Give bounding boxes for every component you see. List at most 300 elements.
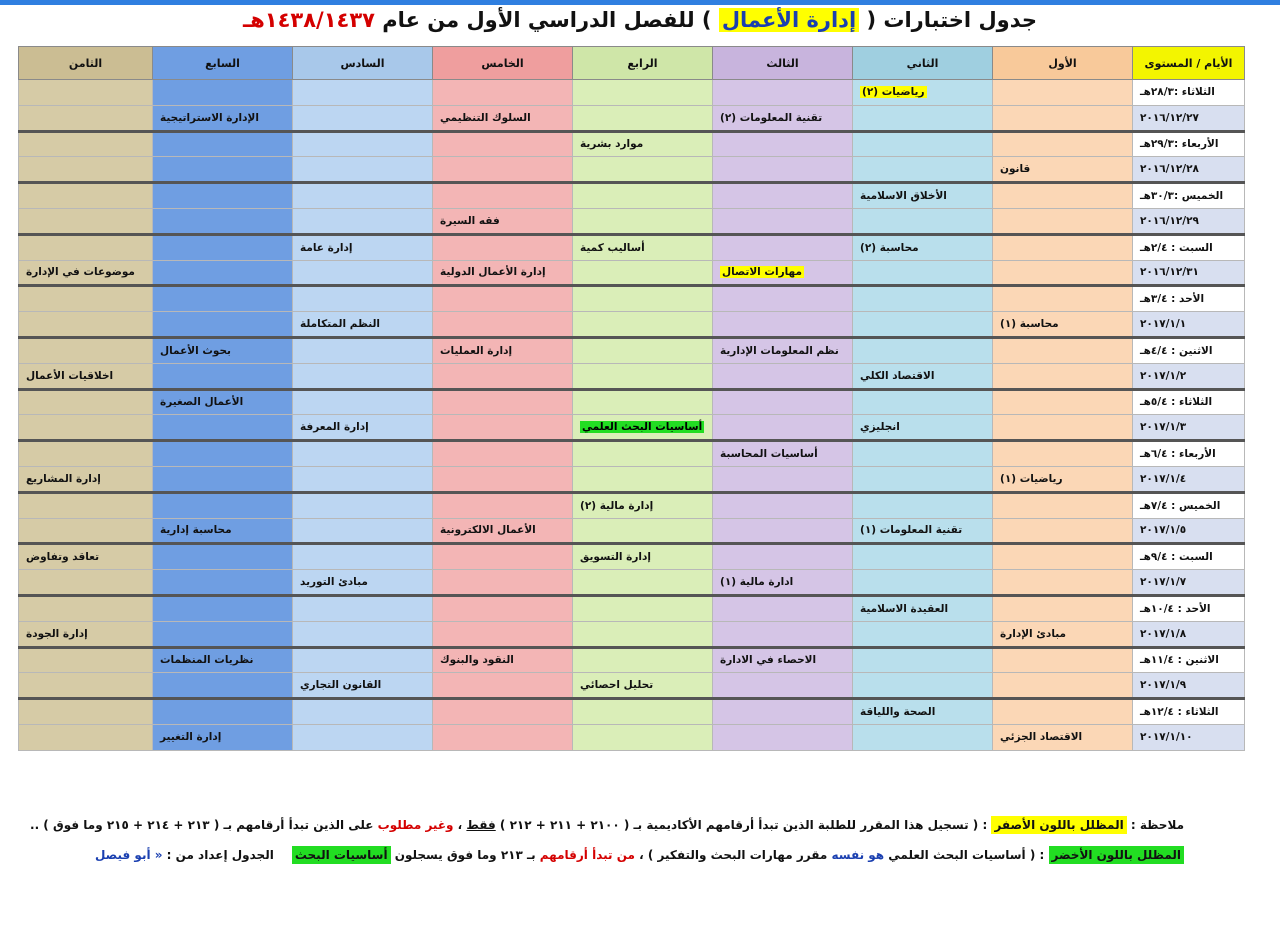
- header-cell: الثاني: [853, 47, 993, 80]
- course-cell: [293, 570, 433, 596]
- course-cell: [153, 234, 293, 260]
- course-cell: [153, 544, 293, 570]
- course-cell: [153, 363, 293, 389]
- course-cell: [293, 260, 433, 286]
- course-cell: [153, 595, 293, 621]
- course-cell: [853, 595, 993, 621]
- course-name: النقود والبنوك: [440, 654, 514, 667]
- course-cell: [853, 157, 993, 183]
- table-row: [19, 389, 1245, 415]
- course-name: إدارة المشاريع: [26, 472, 101, 485]
- course-cell: [153, 260, 293, 286]
- course-cell: [293, 441, 433, 467]
- course-name: الإدارة الاستراتيجية: [160, 111, 259, 124]
- course-cell: [853, 312, 993, 338]
- course-name: مبادئ التوريد: [300, 576, 368, 589]
- course-cell: [19, 595, 153, 621]
- course-cell: [19, 724, 153, 750]
- course-cell: [433, 673, 573, 699]
- course-cell: [433, 312, 573, 338]
- course-cell: [713, 363, 853, 389]
- table-row: [19, 544, 1245, 570]
- course-cell: [19, 389, 153, 415]
- course-cell: [713, 105, 853, 131]
- course-name: الصحة واللياقة: [860, 706, 936, 719]
- course-cell: [19, 441, 153, 467]
- table-row: [19, 363, 1245, 389]
- course-cell: [293, 157, 433, 183]
- course-cell: [853, 234, 993, 260]
- date-cell: الاثنين : ٤/٤هـ: [1133, 337, 1245, 363]
- course-cell: [153, 724, 293, 750]
- course-cell: [293, 673, 433, 699]
- course-cell: [993, 441, 1133, 467]
- course-cell: [853, 699, 993, 725]
- date-cell: الأربعاء : ٦/٤هـ: [1133, 441, 1245, 467]
- course-cell: [993, 105, 1133, 131]
- course-cell: [713, 466, 853, 492]
- course-cell: [19, 286, 153, 312]
- date-cell: الأحد : ١٠/٤هـ: [1133, 595, 1245, 621]
- title-dept: إدارة الأعمال: [719, 8, 859, 32]
- course-cell: [713, 673, 853, 699]
- course-cell: [433, 570, 573, 596]
- course-cell: [713, 183, 853, 209]
- author: « أبو فيصل: [94, 848, 163, 862]
- date-cell: الأربعاء :٢٩/٣هـ: [1133, 131, 1245, 157]
- course-cell: [853, 544, 993, 570]
- course-cell: [293, 415, 433, 441]
- header-cell: السابع: [153, 47, 293, 80]
- course-cell: [293, 363, 433, 389]
- course-name: فقه السيرة: [440, 214, 500, 227]
- course-cell: [153, 492, 293, 518]
- course-name: إدارة العمليات: [440, 344, 513, 357]
- course-name: السلوك التنظيمي: [440, 111, 531, 124]
- course-cell: [153, 389, 293, 415]
- course-cell: [293, 621, 433, 647]
- table-row: [19, 312, 1245, 338]
- course-cell: [853, 518, 993, 544]
- course-cell: [153, 441, 293, 467]
- course-cell: [993, 570, 1133, 596]
- note-green: [95, 848, 1184, 862]
- course-cell: [853, 286, 993, 312]
- course-cell: [993, 647, 1133, 673]
- course-cell: [293, 544, 433, 570]
- course-cell: [153, 80, 293, 106]
- course-name: القانون التجاري: [300, 679, 382, 692]
- course-name: إدارة المعرفة: [300, 421, 369, 434]
- date-cell: السبت : ٩/٤هـ: [1133, 544, 1245, 570]
- course-cell: [713, 312, 853, 338]
- table-row: [19, 234, 1245, 260]
- course-cell: [293, 518, 433, 544]
- course-cell: [713, 595, 853, 621]
- course-cell: [153, 183, 293, 209]
- course-cell: [573, 105, 713, 131]
- note-only: فقط: [466, 818, 496, 832]
- course-cell: [19, 234, 153, 260]
- course-cell: [993, 466, 1133, 492]
- course-cell: [713, 157, 853, 183]
- course-name: رياضيات (٢): [862, 86, 925, 99]
- course-name: نظم المعلومات الإدارية: [720, 344, 839, 357]
- course-cell: [573, 389, 713, 415]
- date-cell: ٢٠١٦/١٢/٢٩: [1133, 208, 1245, 234]
- date-cell: السبت : ٢/٤هـ: [1133, 234, 1245, 260]
- table-row: [19, 492, 1245, 518]
- course-cell: [853, 724, 993, 750]
- course-cell: [19, 621, 153, 647]
- course-cell: [993, 337, 1133, 363]
- table-row: [19, 80, 1245, 106]
- course-cell: [153, 208, 293, 234]
- course-cell: [19, 208, 153, 234]
- course-cell: [293, 80, 433, 106]
- course-cell: [573, 415, 713, 441]
- table-row: [19, 699, 1245, 725]
- note-from: من تبدأ أرقامهم: [539, 848, 635, 862]
- course-cell: [19, 105, 153, 131]
- course-cell: [713, 724, 853, 750]
- course-cell: [853, 621, 993, 647]
- course-cell: [19, 80, 153, 106]
- course-cell: [713, 337, 853, 363]
- course-cell: [573, 363, 713, 389]
- course-cell: [433, 363, 573, 389]
- course-cell: [293, 183, 433, 209]
- header-cell: الثامن: [19, 47, 153, 80]
- course-name: محاسبة (٢): [860, 241, 919, 254]
- course-cell: [433, 337, 573, 363]
- course-cell: [153, 286, 293, 312]
- date-cell: ٢٠١٧/١/١٠: [1133, 724, 1245, 750]
- date-cell: الاثنين : ١١/٤هـ: [1133, 647, 1245, 673]
- course-name: تقنية المعلومات (١): [860, 524, 963, 537]
- course-cell: [573, 234, 713, 260]
- course-cell: [713, 441, 853, 467]
- course-cell: [153, 157, 293, 183]
- course-cell: [853, 647, 993, 673]
- course-cell: [573, 595, 713, 621]
- course-name: مهارات الاتصال: [722, 266, 802, 279]
- course-cell: [19, 570, 153, 596]
- course-cell: [293, 131, 433, 157]
- course-cell: [713, 544, 853, 570]
- course-cell: [713, 260, 853, 286]
- course-cell: [713, 80, 853, 106]
- table-row: [19, 724, 1245, 750]
- course-cell: [573, 544, 713, 570]
- table-row: [19, 208, 1245, 234]
- course-cell: [433, 157, 573, 183]
- course-name: إدارة الجودة: [26, 627, 88, 640]
- course-name: اخلاقيات الأعمال: [26, 369, 114, 382]
- title-middle: ) للفصل الدراسي الأول من عام: [374, 8, 719, 32]
- course-cell: [573, 621, 713, 647]
- course-cell: [19, 260, 153, 286]
- course-cell: [433, 234, 573, 260]
- course-cell: [19, 699, 153, 725]
- course-cell: [853, 260, 993, 286]
- course-cell: [713, 492, 853, 518]
- course-name: إدارة مالية (٢): [580, 499, 654, 512]
- course-name: الاقتصاد الكلي: [860, 369, 935, 382]
- course-cell: [19, 466, 153, 492]
- course-cell: [293, 234, 433, 260]
- date-cell: ٢٠١٧/١/٢: [1133, 363, 1245, 389]
- course-cell: [713, 234, 853, 260]
- course-cell: [573, 699, 713, 725]
- course-cell: [853, 183, 993, 209]
- table-row: [19, 466, 1245, 492]
- date-cell: ٢٠١٧/١/٧: [1133, 570, 1245, 596]
- course-cell: [433, 595, 573, 621]
- course-cell: [993, 312, 1133, 338]
- course-cell: [993, 389, 1133, 415]
- course-cell: [433, 260, 573, 286]
- table-row: [19, 570, 1245, 596]
- course-cell: [433, 208, 573, 234]
- course-cell: [573, 518, 713, 544]
- course-cell: [153, 621, 293, 647]
- title-prefix: جدول اختبارات (: [859, 8, 1037, 32]
- date-cell: ٢٠١٧/١/١: [1133, 312, 1245, 338]
- course-cell: [713, 208, 853, 234]
- course-cell: [713, 131, 853, 157]
- course-cell: [993, 544, 1133, 570]
- course-cell: [293, 208, 433, 234]
- course-cell: [993, 234, 1133, 260]
- course-cell: [573, 260, 713, 286]
- course-name: محاسبة (١): [1000, 318, 1059, 331]
- course-cell: [293, 337, 433, 363]
- date-cell: الثلاثاء : ١٢/٤هـ: [1133, 699, 1245, 725]
- header-cell: السادس: [293, 47, 433, 80]
- course-cell: [993, 518, 1133, 544]
- course-cell: [713, 699, 853, 725]
- course-cell: [153, 699, 293, 725]
- course-name: إدارة التسويق: [580, 551, 651, 564]
- date-cell: ٢٠١٦/١٢/٢٧: [1133, 105, 1245, 131]
- course-name: نظريات المنظمات: [160, 654, 254, 667]
- course-name: إدارة التغيير: [160, 731, 222, 744]
- course-cell: [853, 570, 993, 596]
- course-cell: [433, 80, 573, 106]
- course-cell: [993, 699, 1133, 725]
- course-name: العقيدة الاسلامية: [860, 602, 949, 615]
- course-name: الأعمال الصغيرة: [160, 396, 244, 409]
- course-cell: [573, 312, 713, 338]
- course-cell: [853, 80, 993, 106]
- course-cell: [853, 363, 993, 389]
- course-name: النظم المتكاملة: [300, 318, 381, 331]
- course-cell: [853, 208, 993, 234]
- note-green-label: المظلل باللون الأخضر: [1049, 846, 1185, 864]
- note-yellow-label: المظلل باللون الأصفر: [991, 816, 1126, 834]
- note-text: بـ ٢١٣ وما فوق يسجلون: [390, 848, 540, 862]
- course-cell: [293, 286, 433, 312]
- header-row: [19, 47, 1245, 80]
- course-cell: [153, 415, 293, 441]
- course-cell: [433, 621, 573, 647]
- course-cell: [433, 466, 573, 492]
- date-cell: ٢٠١٧/١/٩: [1133, 673, 1245, 699]
- course-cell: [573, 570, 713, 596]
- course-name: رياضيات (١): [1000, 472, 1063, 485]
- course-cell: [993, 208, 1133, 234]
- course-cell: [433, 286, 573, 312]
- course-cell: [713, 647, 853, 673]
- table-row: [19, 131, 1245, 157]
- course-cell: [573, 131, 713, 157]
- course-cell: [153, 518, 293, 544]
- course-name: موارد بشرية: [580, 138, 644, 151]
- course-cell: [573, 286, 713, 312]
- course-name: موضوعات في الإدارة: [26, 266, 135, 279]
- course-cell: [153, 570, 293, 596]
- course-name: مبادئ الإدارة: [1000, 627, 1067, 640]
- course-cell: [153, 312, 293, 338]
- course-cell: [993, 260, 1133, 286]
- course-cell: [713, 389, 853, 415]
- course-cell: [993, 363, 1133, 389]
- course-name: الاقتصاد الجزئي: [1000, 731, 1083, 744]
- course-cell: [573, 337, 713, 363]
- course-cell: [19, 312, 153, 338]
- course-name: ادارة مالية (١): [720, 576, 794, 589]
- course-cell: [293, 595, 433, 621]
- course-name: أساليب كمية: [580, 241, 645, 254]
- table-row: [19, 157, 1245, 183]
- course-cell: [853, 131, 993, 157]
- table-row: [19, 621, 1245, 647]
- course-cell: [433, 647, 573, 673]
- course-cell: [433, 131, 573, 157]
- course-cell: [573, 673, 713, 699]
- course-cell: [153, 647, 293, 673]
- course-name: أساسيات المحاسبة: [720, 448, 818, 461]
- table-row: [19, 286, 1245, 312]
- course-cell: [19, 337, 153, 363]
- course-name: الاحصاء في الادارة: [720, 654, 817, 667]
- note-text: ،: [453, 818, 467, 832]
- table-row: [19, 415, 1245, 441]
- course-cell: [19, 492, 153, 518]
- course-cell: [293, 647, 433, 673]
- header-cell: الأول: [993, 47, 1133, 80]
- course-cell: [853, 389, 993, 415]
- course-cell: [19, 673, 153, 699]
- course-cell: [153, 337, 293, 363]
- note-label: ملاحظة :: [1126, 818, 1184, 832]
- course-cell: [993, 595, 1133, 621]
- course-cell: [293, 724, 433, 750]
- table-row: [19, 647, 1245, 673]
- table-row: [19, 673, 1245, 699]
- course-name: بحوث الأعمال: [160, 344, 231, 357]
- note-text: : ( أساسيات البحث العلمي: [884, 848, 1049, 862]
- date-cell: ٢٠١٧/١/٨: [1133, 621, 1245, 647]
- course-cell: [293, 466, 433, 492]
- header-cell: الخامس: [433, 47, 573, 80]
- course-cell: [293, 312, 433, 338]
- course-cell: [433, 105, 573, 131]
- course-cell: [573, 441, 713, 467]
- course-cell: [19, 544, 153, 570]
- course-cell: [853, 492, 993, 518]
- course-cell: [853, 441, 993, 467]
- course-cell: [433, 544, 573, 570]
- course-cell: [19, 157, 153, 183]
- date-cell: ٢٠١٦/١٢/٢٨: [1133, 157, 1245, 183]
- course-cell: [993, 724, 1133, 750]
- course-cell: [573, 647, 713, 673]
- course-cell: [993, 286, 1133, 312]
- course-cell: [293, 389, 433, 415]
- course-cell: [853, 673, 993, 699]
- prepared-label: الجدول إعداد من :: [162, 848, 274, 862]
- course-name: تحليل احصائي: [580, 679, 654, 692]
- schedule-body: [19, 80, 1245, 751]
- note-not-required: وغير مطلوب: [377, 818, 454, 832]
- course-cell: [993, 673, 1133, 699]
- course-cell: [993, 183, 1133, 209]
- course-name: محاسبة إدارية: [160, 524, 232, 537]
- course-cell: [713, 286, 853, 312]
- date-cell: ٢٠١٦/١٢/٣١: [1133, 260, 1245, 286]
- course-cell: [293, 492, 433, 518]
- course-cell: [573, 466, 713, 492]
- course-cell: [573, 183, 713, 209]
- course-name: قانون: [1000, 163, 1031, 176]
- course-cell: [19, 183, 153, 209]
- date-cell: ٢٠١٧/١/٣: [1133, 415, 1245, 441]
- table-row: [19, 260, 1245, 286]
- course-cell: [853, 337, 993, 363]
- date-cell: الخميس :٣٠/٣هـ: [1133, 183, 1245, 209]
- date-cell: الأحد : ٣/٤هـ: [1133, 286, 1245, 312]
- course-cell: [433, 518, 573, 544]
- course-cell: [573, 157, 713, 183]
- course-cell: [293, 699, 433, 725]
- table-row: [19, 105, 1245, 131]
- course-cell: [433, 441, 573, 467]
- table-row: [19, 441, 1245, 467]
- course-cell: [153, 466, 293, 492]
- course-cell: [853, 105, 993, 131]
- date-cell: ٢٠١٧/١/٤: [1133, 466, 1245, 492]
- course-name: انجليزي: [860, 421, 900, 434]
- course-cell: [573, 80, 713, 106]
- exam-schedule-table: [18, 46, 1245, 751]
- course-cell: [993, 415, 1133, 441]
- course-cell: [993, 621, 1133, 647]
- course-cell: [713, 518, 853, 544]
- date-cell: ٢٠١٧/١/٥: [1133, 518, 1245, 544]
- page-title: [0, 8, 1280, 40]
- course-name: الأخلاق الاسلامية: [860, 190, 947, 203]
- note-yellow: [30, 818, 1184, 832]
- course-cell: [19, 131, 153, 157]
- course-cell: [293, 105, 433, 131]
- course-cell: [713, 415, 853, 441]
- course-cell: [713, 570, 853, 596]
- top-accent-bar: [0, 0, 1280, 5]
- course-cell: [153, 105, 293, 131]
- course-cell: [433, 492, 573, 518]
